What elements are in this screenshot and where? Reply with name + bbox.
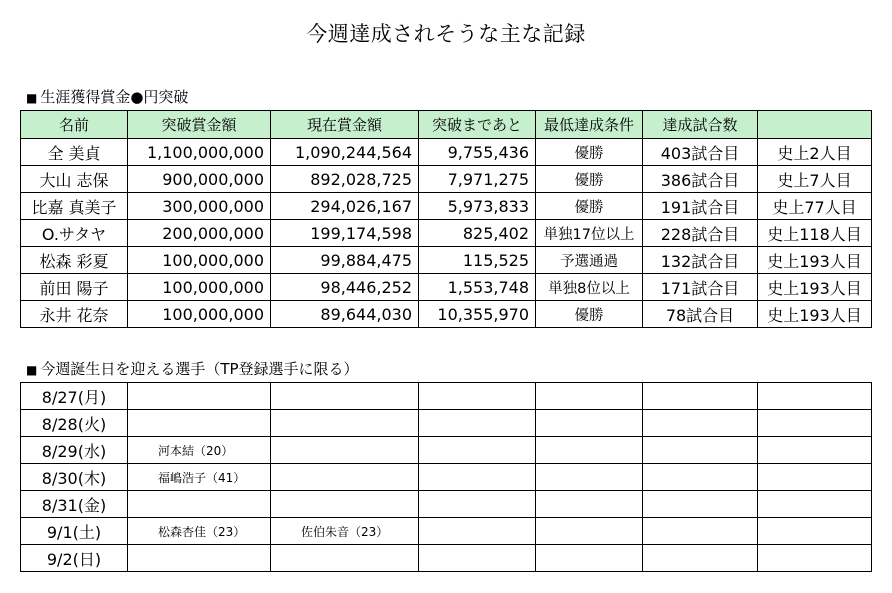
birthday-date-cell: 8/27(月) — [21, 383, 128, 410]
birthday-player-cell — [536, 545, 643, 572]
birthday-player-cell — [758, 464, 872, 491]
birthday-player-cell — [419, 410, 536, 437]
birthday-player-cell — [419, 464, 536, 491]
remaining-amount-cell: 7,971,275 — [419, 166, 536, 193]
birthday-row — [21, 518, 872, 545]
rank-note-cell: 史上77人目 — [758, 193, 872, 220]
threshold-amount-cell: 1,100,000,000 — [128, 139, 271, 166]
current-earnings-cell: 892,028,725 — [271, 166, 419, 193]
column-header: 最低達成条件 — [536, 111, 643, 139]
birthday-player-cell — [758, 383, 872, 410]
match-count-cell: 171試合目 — [643, 274, 758, 301]
remaining-amount-cell: 9,755,436 — [419, 139, 536, 166]
column-header: 現在賞金額 — [271, 111, 419, 139]
column-header: 達成試合数 — [643, 111, 758, 139]
player-name-cell: 大山 志保 — [21, 166, 128, 193]
records-row — [21, 139, 872, 166]
birthday-player-cell — [536, 410, 643, 437]
column-header — [758, 111, 872, 139]
birthday-player-cell — [271, 383, 419, 410]
rank-note-cell: 史上193人目 — [758, 247, 872, 274]
min-condition-cell: 優勝 — [536, 301, 643, 328]
birthday-player-cell — [758, 518, 872, 545]
birthday-player-cell — [758, 545, 872, 572]
min-condition-cell: 優勝 — [536, 166, 643, 193]
birthday-date-cell: 8/31(金) — [21, 491, 128, 518]
current-earnings-cell: 89,644,030 — [271, 301, 419, 328]
birthday-player-cell — [128, 410, 271, 437]
match-count-cell: 386試合目 — [643, 166, 758, 193]
min-condition-cell: 単独8位以上 — [536, 274, 643, 301]
birthday-player-cell — [643, 518, 758, 545]
records-row — [21, 274, 872, 301]
birthday-player-cell — [758, 437, 872, 464]
match-count-cell: 191試合目 — [643, 193, 758, 220]
remaining-amount-cell: 115,525 — [419, 247, 536, 274]
birthday-player-cell — [643, 437, 758, 464]
records-row — [21, 193, 872, 220]
records-row — [21, 166, 872, 193]
birthday-player-cell — [758, 410, 872, 437]
birthday-row — [21, 437, 872, 464]
rank-note-cell: 史上2人目 — [758, 139, 872, 166]
remaining-amount-cell: 1,553,748 — [419, 274, 536, 301]
player-name-cell: 永井 花奈 — [21, 301, 128, 328]
current-earnings-cell: 294,026,167 — [271, 193, 419, 220]
birthday-player-cell — [536, 518, 643, 545]
birthday-row — [21, 491, 872, 518]
current-earnings-cell: 199,174,598 — [271, 220, 419, 247]
birthday-player-cell — [536, 437, 643, 464]
match-count-cell: 228試合目 — [643, 220, 758, 247]
birthday-row — [21, 464, 872, 491]
birthday-player-cell: 福嶋浩子（41） — [128, 464, 271, 491]
match-count-cell: 132試合目 — [643, 247, 758, 274]
remaining-amount-cell: 10,355,970 — [419, 301, 536, 328]
birthday-date-cell: 9/2(日) — [21, 545, 128, 572]
current-earnings-cell: 99,884,475 — [271, 247, 419, 274]
player-name-cell: 前田 陽子 — [21, 274, 128, 301]
page-title: 今週達成されそうな主な記録 — [306, 22, 586, 46]
records-header-row — [21, 111, 872, 139]
birthday-player-cell — [271, 437, 419, 464]
threshold-amount-cell: 300,000,000 — [128, 193, 271, 220]
records-heading-text: 生涯獲得賞金●円突破 — [40, 88, 189, 106]
birthday-player-cell — [643, 491, 758, 518]
player-name-cell: 比嘉 真美子 — [21, 193, 128, 220]
birthday-date-cell: 8/29(水) — [21, 437, 128, 464]
remaining-amount-cell: 825,402 — [419, 220, 536, 247]
birthdays-heading-text: 今週誕生日を迎える選手（TP登録選手に限る） — [40, 360, 359, 378]
birthday-player-cell — [536, 383, 643, 410]
records-row — [21, 247, 872, 274]
birthdays-section-heading — [26, 358, 359, 379]
records-section-heading — [26, 86, 188, 107]
player-name-cell: 全 美貞 — [21, 139, 128, 166]
min-condition-cell: 単独17位以上 — [536, 220, 643, 247]
column-header: 突破賞金額 — [128, 111, 271, 139]
player-name-cell: 松森 彩夏 — [21, 247, 128, 274]
birthday-player-cell — [128, 383, 271, 410]
birthday-row — [21, 545, 872, 572]
records-row — [21, 220, 872, 247]
birthday-player-cell: 河本結（20） — [128, 437, 271, 464]
rank-note-cell: 史上118人目 — [758, 220, 872, 247]
birthday-date-cell: 8/30(木) — [21, 464, 128, 491]
birthday-player-cell — [271, 410, 419, 437]
birthday-player-cell — [419, 545, 536, 572]
birthday-row — [21, 383, 872, 410]
player-name-cell: O.サタヤ — [21, 220, 128, 247]
birthday-player-cell — [271, 464, 419, 491]
match-count-cell: 403試合目 — [643, 139, 758, 166]
birthdays-table — [20, 382, 872, 572]
birthday-row — [21, 410, 872, 437]
current-earnings-cell: 98,446,252 — [271, 274, 419, 301]
birthday-player-cell — [419, 518, 536, 545]
birthday-player-cell — [643, 383, 758, 410]
birthday-player-cell — [536, 464, 643, 491]
remaining-amount-cell: 5,973,833 — [419, 193, 536, 220]
birthday-player-cell — [643, 464, 758, 491]
birthday-player-cell — [128, 545, 271, 572]
min-condition-cell: 優勝 — [536, 139, 643, 166]
rank-note-cell: 史上193人目 — [758, 301, 872, 328]
birthday-player-cell — [419, 437, 536, 464]
threshold-amount-cell: 100,000,000 — [128, 301, 271, 328]
birthday-player-cell — [643, 545, 758, 572]
birthday-date-cell: 9/1(土) — [21, 518, 128, 545]
birthday-player-cell — [128, 491, 271, 518]
birthday-date-cell: 8/28(火) — [21, 410, 128, 437]
birthday-player-cell — [271, 545, 419, 572]
match-count-cell: 78試合目 — [643, 301, 758, 328]
min-condition-cell: 優勝 — [536, 193, 643, 220]
birthday-player-cell — [419, 383, 536, 410]
rank-note-cell: 史上7人目 — [758, 166, 872, 193]
square-bullet-icon: ■ — [26, 363, 38, 377]
records-table — [20, 110, 872, 328]
birthday-player-cell — [419, 491, 536, 518]
threshold-amount-cell: 900,000,000 — [128, 166, 271, 193]
threshold-amount-cell: 100,000,000 — [128, 274, 271, 301]
current-earnings-cell: 1,090,244,564 — [271, 139, 419, 166]
threshold-amount-cell: 100,000,000 — [128, 247, 271, 274]
square-bullet-icon: ■ — [26, 91, 38, 105]
birthday-player-cell: 松森杏佳（23） — [128, 518, 271, 545]
birthday-player-cell — [643, 410, 758, 437]
min-condition-cell: 予選通過 — [536, 247, 643, 274]
birthday-player-cell — [758, 491, 872, 518]
column-header: 突破まであと — [419, 111, 536, 139]
birthday-player-cell — [271, 491, 419, 518]
birthday-player-cell — [536, 491, 643, 518]
column-header: 名前 — [21, 111, 128, 139]
threshold-amount-cell: 200,000,000 — [128, 220, 271, 247]
birthday-player-cell: 佐伯朱音（23） — [271, 518, 419, 545]
records-row — [21, 301, 872, 328]
rank-note-cell: 史上193人目 — [758, 274, 872, 301]
